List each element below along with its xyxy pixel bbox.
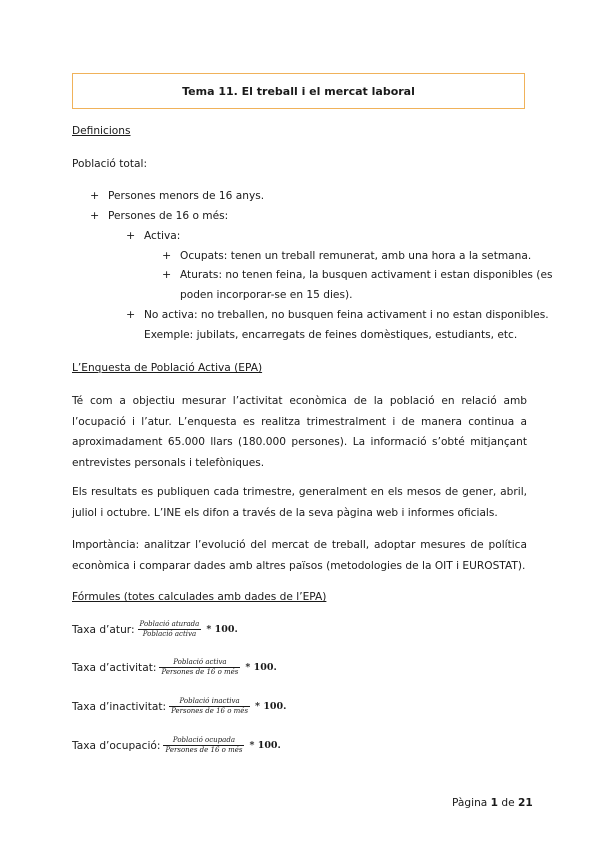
definicions-heading: Definicions [72, 125, 131, 137]
bullet-no-activa-line2: Exemple: jubilats, encarregats de feines domèstiques, estudiants, etc. [144, 329, 518, 341]
formula-multiplier: * 100. [249, 740, 281, 751]
formula-multiplier: * 100. [245, 662, 277, 673]
footer-prefix: Pàgina [452, 797, 488, 809]
formula-multiplier: * 100. [206, 624, 238, 635]
formula-taxa-activitat [72, 658, 277, 677]
fraction-numerator: Població ocupada [172, 736, 235, 744]
fraction-denominator: Població activa [142, 630, 197, 638]
fraction-numerator: Població inactiva [179, 697, 240, 705]
formula-taxa-inactivitat [72, 697, 286, 716]
bullet-menors: Persones menors de 16 anys. [108, 190, 265, 202]
bullet-marker: + [126, 229, 136, 242]
fraction [163, 736, 244, 755]
footer-total-pages: 21 [518, 797, 533, 809]
bullet-marker: + [162, 249, 172, 262]
paragraph-resultats: Els resultats es publiquen cada trimestre, generalment en els mesos de gener, abril, juliol i octubre. L’INE els difon a través de la seva pàgina web i informes oficials. [72, 486, 527, 519]
bullet-no-activa-line1: No activa: no treballen, no busquen feina activament i no estan disponibles. [144, 309, 549, 321]
title-box [72, 73, 525, 109]
formules-heading: Fórmules (totes calculades amb dades de l’EPA) [72, 591, 327, 603]
poblacio-total-label: Població total: [72, 158, 148, 170]
bullet-aturats-line2: poden incorporar-se en 15 dies). [180, 289, 353, 301]
paragraph-importancia: Importància: analitzar l’evolució del mercat de treball, adoptar mesures de política econòmica i comparar dades amb altres països (metodologies de la OIT i EUROSTAT). [72, 539, 527, 572]
footer-current-page: 1 [490, 797, 499, 809]
fraction-denominator: Persones de 16 o més [161, 668, 239, 676]
bullet-marker: + [126, 308, 136, 321]
bullet-marker: + [162, 268, 172, 281]
formula-label: Taxa d’activitat: [72, 661, 157, 674]
fraction-denominator: Persones de 16 o més [165, 746, 243, 754]
bullet-aturats-line1: Aturats: no tenen feina, la busquen activament i estan disponibles (es [180, 269, 553, 281]
fraction [159, 658, 240, 677]
bullet-16-o-mes: Persones de 16 o més: [108, 210, 229, 222]
bullet-marker: + [90, 209, 100, 222]
formula-multiplier: * 100. [255, 701, 287, 712]
formula-label: Taxa d’ocupació: [72, 739, 161, 752]
page-title: Tema 11. El treball i el mercat laboral [182, 84, 415, 98]
fraction [138, 620, 202, 639]
formula-label: Taxa d’atur: [72, 623, 135, 636]
bullet-ocupats: Ocupats: tenen un treball remunerat, amb una hora a la setmana. [180, 250, 532, 262]
bullet-activa: Activa: [144, 230, 181, 242]
formula-label: Taxa d’inactivitat: [72, 700, 167, 713]
epa-heading: L’Enquesta de Població Activa (EPA) [72, 362, 263, 374]
footer-separator: de [501, 797, 515, 809]
fraction [169, 697, 250, 716]
fraction-numerator: Població aturada [139, 620, 200, 628]
formula-taxa-ocupacio [72, 736, 281, 755]
page-number-footer [452, 797, 533, 809]
paragraph-epa-objectiu: Té com a objectiu mesurar l’activitat econòmica de la població en relació amb l’ocupació i l’atur. L’enquesta es realitza trimestralment i de manera continua a aproximadament 65.000 llars (180.000 persones). La informació s’obté mitjançant entrevistes personals i telefòniques. [72, 395, 527, 469]
fraction-numerator: Població activa [173, 658, 227, 666]
formula-taxa-atur [72, 620, 238, 639]
fraction-denominator: Persones de 16 o més [171, 707, 249, 715]
bullet-marker: + [90, 189, 100, 202]
